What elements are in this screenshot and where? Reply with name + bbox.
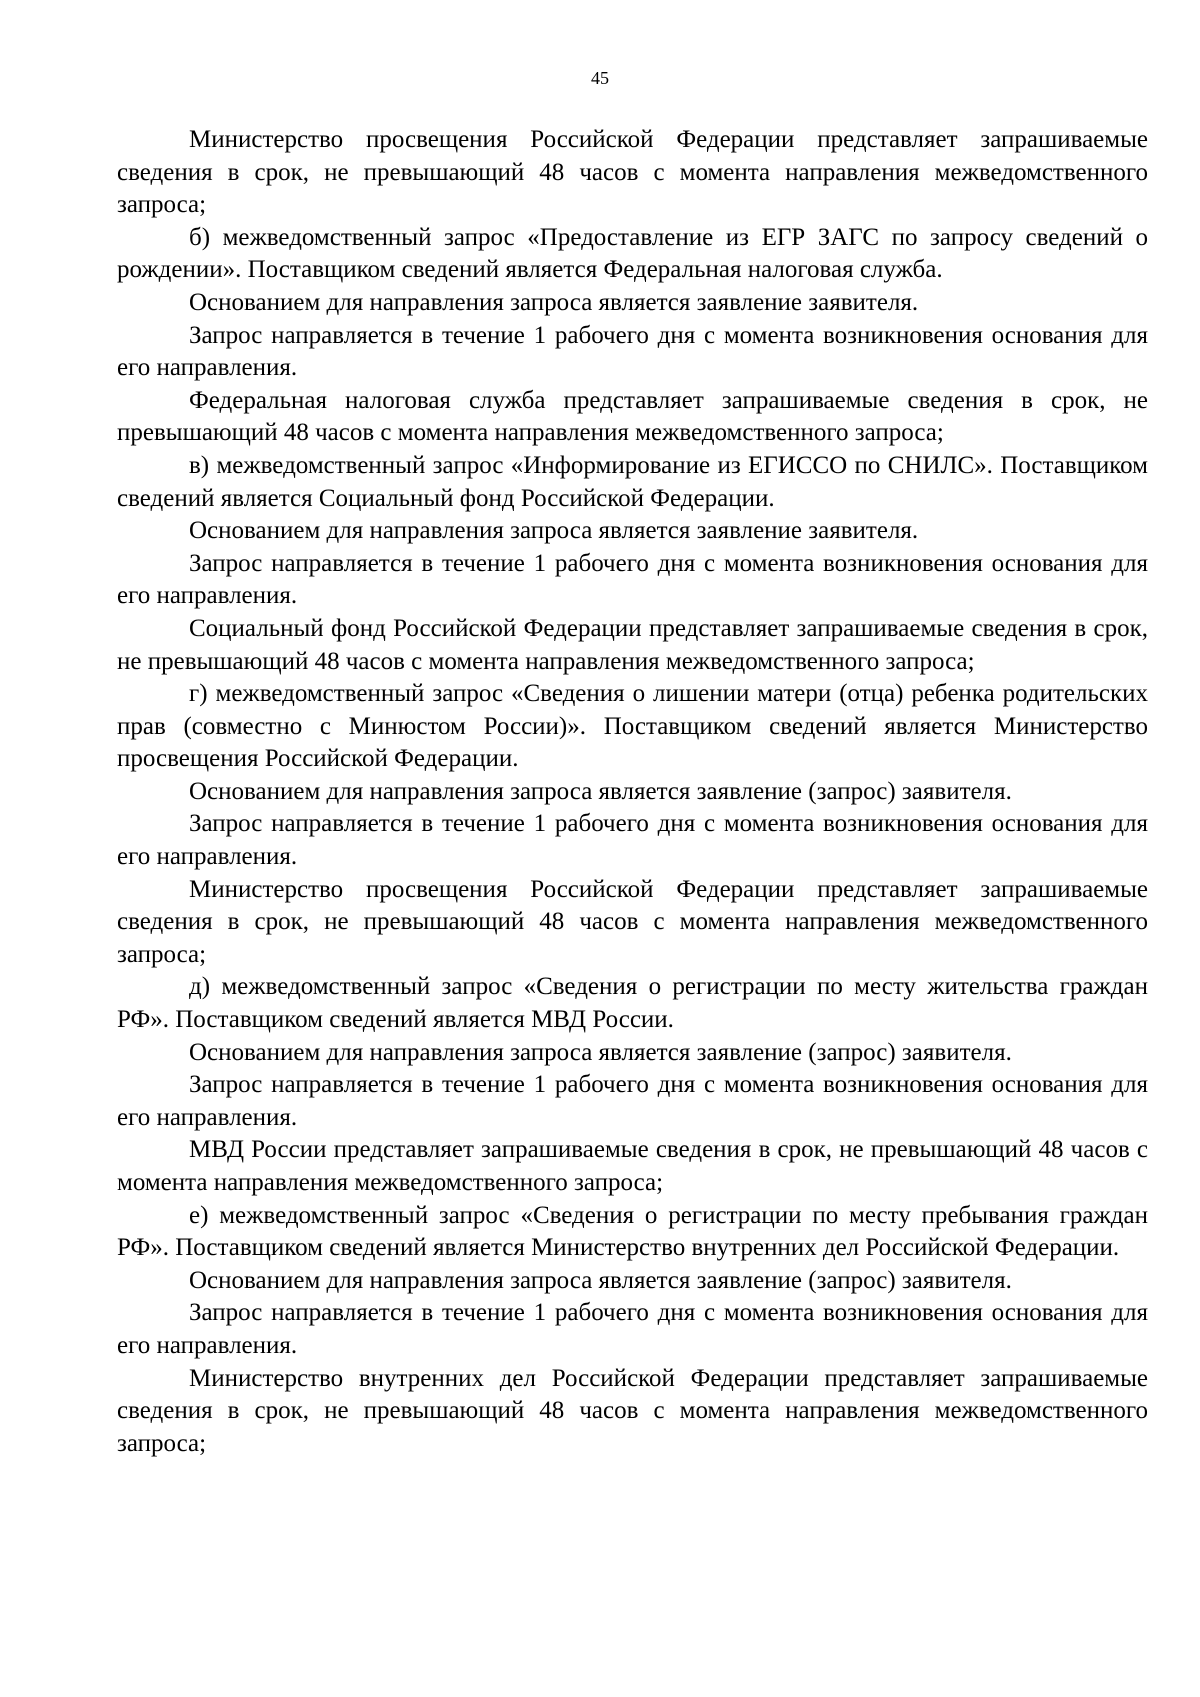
paragraph: Запрос направляется в течение 1 рабочего дня с момента возникновения основания для его направления. — [117, 1299, 1148, 1359]
paragraph: Запрос направляется в течение 1 рабочего дня с момента возникновения основания для его направления. — [117, 321, 1148, 382]
paragraph: Основанием для направления запроса является заявление (запрос) заявителя. — [189, 1038, 1012, 1066]
paragraph: Министерство внутренних дел Российской Федерации представляет запрашиваемые сведения в срок, не превышающий 48 часов с момента направления межведомственного запроса; — [117, 1364, 1148, 1457]
paragraph: Министерство просвещения Российской Федерации представляет запрашиваемые сведения в срок, не превышающий 48 часов с момента направления межведомственного запроса; — [117, 875, 1148, 968]
paragraph: в) межведомственный запрос «Информирование из ЕГИССО по СНИЛС». Поставщиком сведений является Социальный фонд Российской Федерации. — [117, 451, 1148, 512]
paragraph: е) межведомственный запрос «Сведения о регистрации по месту пребывания граждан РФ». Поставщиком сведений является Министерство внутренних дел Российской Федерации. — [117, 1201, 1148, 1262]
paragraph: Запрос направляется в течение 1 рабочего дня с момента возникновения основания для его направления. — [117, 549, 1148, 610]
paragraph: д) межведомственный запрос «Сведения о регистрации по месту жительства граждан РФ». Поставщиком сведений является МВД России. — [117, 973, 1148, 1034]
document-body — [117, 124, 1148, 1460]
paragraph: Основанием для направления запроса является заявление заявителя. — [189, 517, 919, 545]
paragraph: Основанием для направления запроса является заявление (запрос) заявителя. — [189, 777, 1012, 805]
paragraph: б) межведомственный запрос «Предоставление из ЕГР ЗАГС по запросу сведений о рождении». Поставщиком сведений является Федеральная налоговая служба. — [117, 223, 1148, 284]
paragraph: Основанием для направления запроса является заявление (запрос) заявителя. — [189, 1266, 1012, 1294]
paragraph: г) межведомственный запрос «Сведения о лишении матери (отца) ребенка родительских прав (совместно с Минюстом России)». Поставщиком сведений является Министерство просвещения Российской Федерации. — [117, 680, 1148, 773]
paragraph: Запрос направляется в течение 1 рабочего дня с момента возникновения основания для его направления. — [117, 1071, 1148, 1131]
paragraph: Министерство просвещения Российской Федерации представляет запрашиваемые сведения в срок, не превышающий 48 часов с момента направления межведомственного запроса; — [117, 126, 1148, 219]
paragraph: Социальный фонд Российской Федерации представляет запрашиваемые сведения в срок, не превышающий 48 часов с момента направления межведомственного запроса; — [117, 614, 1148, 675]
page-number: 45 — [591, 68, 609, 88]
paragraph: Запрос направляется в течение 1 рабочего дня с момента возникновения основания для его направления. — [117, 810, 1148, 871]
paragraph: Основанием для направления запроса является заявление заявителя. — [189, 288, 919, 316]
paragraph: Федеральная налоговая служба представляет запрашиваемые сведения в срок, не превышающий 48 часов с момента направления межведомственного запроса; — [117, 386, 1148, 447]
paragraph: МВД России представляет запрашиваемые сведения в срок, не превышающий 48 часов с момента направления межведомственного запроса; — [117, 1136, 1148, 1196]
